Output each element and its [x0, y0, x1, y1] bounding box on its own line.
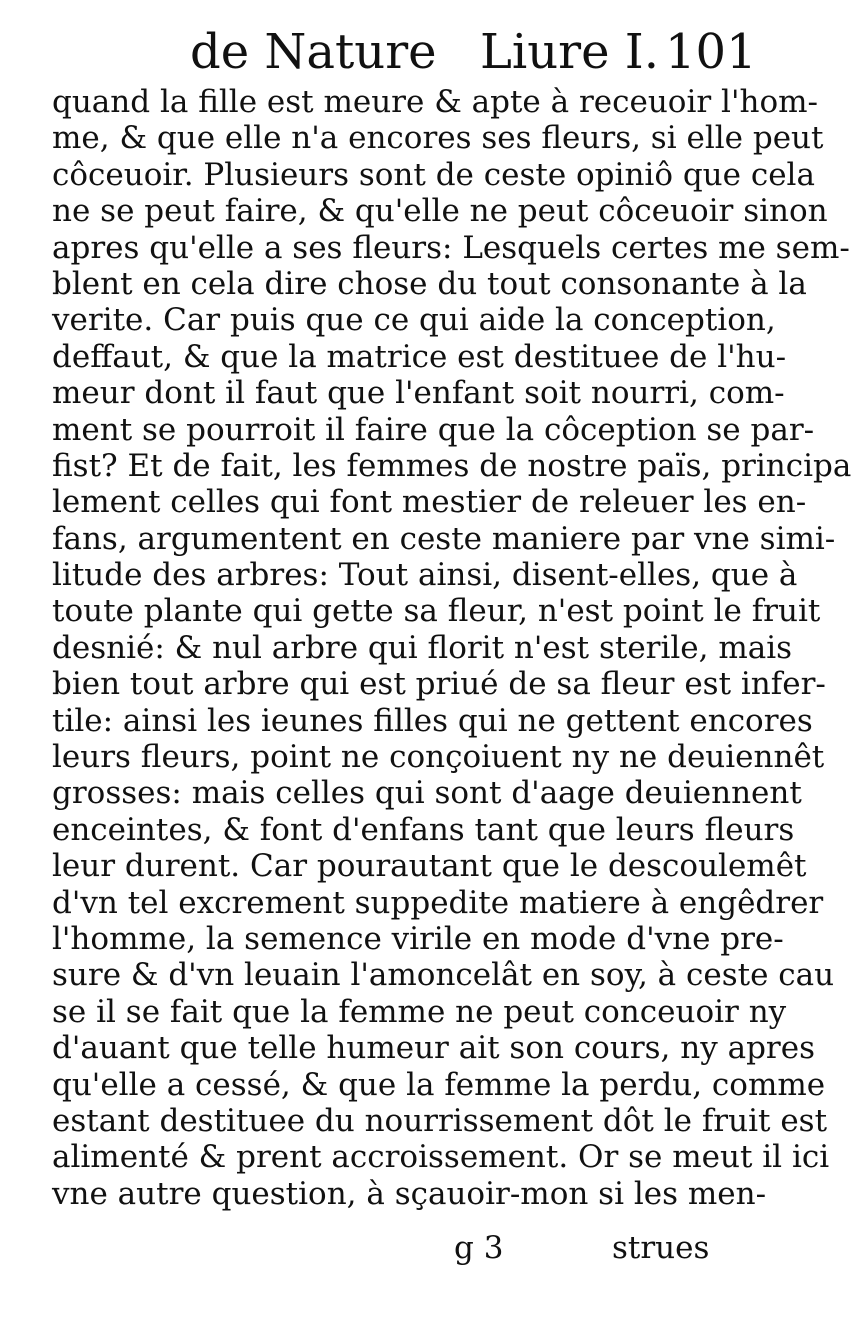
text-line: litude des arbres: Tout ainsi, disent-elles, que à: [52, 557, 798, 594]
body-text: [52, 84, 851, 1212]
text-line: qu'elle a cessé, & que la femme la perdu, comme: [52, 1066, 826, 1103]
text-line: l'homme, la semence virile en mode d'vne pre-: [52, 920, 784, 957]
page-footer: [0, 1228, 800, 1268]
catchword: strues: [612, 1230, 710, 1266]
text-line: toute plante qui gette sa fleur, n'est point le fruit: [52, 593, 821, 630]
page-number: 101: [665, 24, 757, 80]
text-line: d'vn tel excrement suppedite matiere à engêdrer: [52, 884, 824, 921]
running-title: de Nature: [190, 24, 437, 80]
book-number: Liure I.: [480, 24, 659, 80]
text-line: d'auant que telle humeur ait son cours, ny apres: [52, 1030, 815, 1067]
text-line: estant destituee du nourrissement dôt le fruit est: [52, 1102, 828, 1139]
text-line: ne se peut faire, & qu'elle ne peut côceuoir sinon: [52, 193, 828, 230]
text-line: fans, argumentent en ceste maniere par vne simi-: [52, 520, 836, 557]
text-line: quand la fille est meure & apte à receuoir l'hom-: [52, 84, 818, 120]
text-line: enceintes, & font d'enfans tant que leurs fleurs: [52, 811, 795, 848]
text-line: côceuoir. Plusieurs sont de ceste opiniô que cela: [52, 156, 815, 193]
text-line: tile: ainsi les ieunes filles qui ne gettent encores: [52, 702, 813, 739]
text-line: meur dont il faut que l'enfant soit nourri, com-: [52, 375, 785, 412]
text-line: verite. Car puis que ce qui aide la conception,: [52, 302, 776, 339]
signature-mark: g 3: [454, 1230, 504, 1266]
text-line: deffaut, & que la matrice est destituee de l'hu-: [52, 338, 787, 375]
text-line: ment se pourroit il faire que la côception se par-: [52, 411, 815, 448]
text-line: grosses: mais celles qui sont d'aage deuiennent: [52, 775, 802, 812]
text-line: me, & que elle n'a encores ses fleurs, si elle peut: [52, 120, 824, 157]
text-line: blent en cela dire chose du tout consonante à la: [52, 265, 807, 302]
text-line: alimenté & prent accroissement. Or se meut il ici: [52, 1139, 830, 1176]
text-line: bien tout arbre qui est priué de sa fleur est infer-: [52, 666, 826, 703]
text-line: leurs fleurs, point ne conçoiuent ny ne deuiennêt: [52, 739, 825, 776]
text-line: vne autre question, à sçauoir-mon si les men-: [52, 1175, 767, 1212]
text-line: se il se fait que la femme ne peut conceuoir ny: [52, 993, 787, 1030]
page-header: [190, 12, 770, 92]
text-line: leur durent. Car pourautant que le descoulemêt: [52, 848, 807, 885]
text-line: apres qu'elle a ses fleurs: Lesquels certes me sem-: [52, 229, 850, 266]
text-line: lement celles qui font mestier de releuer les en-: [52, 484, 807, 521]
text-line: sure & d'vn leuain l'amoncelât en soy, à ceste cau: [52, 957, 835, 994]
text-line: fist? Et de fait, les femmes de nostre païs, principa: [52, 447, 851, 484]
text-line: desnié: & nul arbre qui florit n'est sterile, mais: [52, 629, 793, 666]
